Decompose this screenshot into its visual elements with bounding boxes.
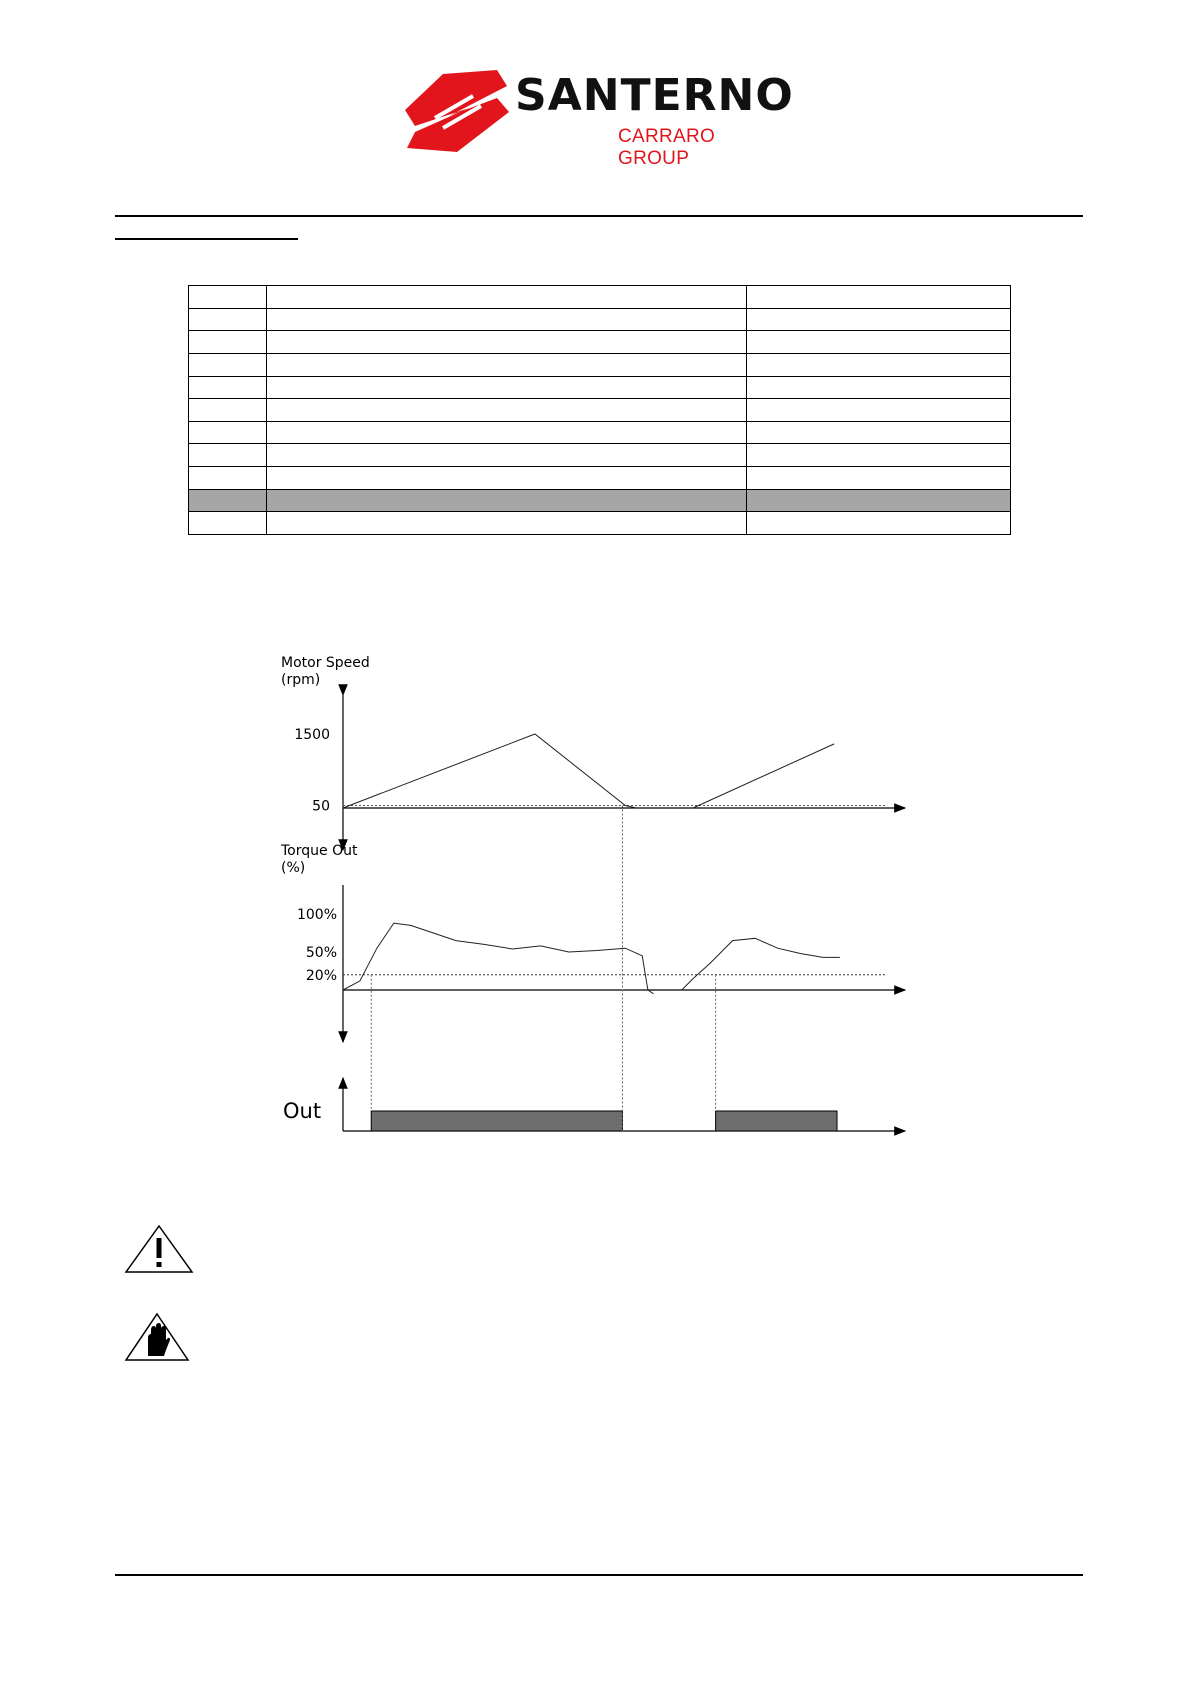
brand-group: CARRARO GROUP (618, 126, 716, 169)
table-cell (189, 467, 267, 490)
table-cell (189, 286, 267, 309)
table-cell (747, 421, 1011, 444)
table-cell (747, 286, 1011, 309)
torque-axis-unit: (%) (281, 860, 306, 876)
table-cell (189, 421, 267, 444)
table-cell (747, 376, 1011, 399)
table-row (189, 331, 1011, 354)
table-row (189, 421, 1011, 444)
table-cell (189, 399, 267, 422)
torque-axis-title: Torque Out (281, 843, 358, 859)
table-cell (189, 444, 267, 467)
speed-series-line (693, 744, 834, 808)
brand-name: SANTERNO (515, 70, 794, 121)
caution-icon (124, 1224, 194, 1274)
table-cell (267, 421, 747, 444)
table-cell (189, 512, 267, 535)
table-cell (267, 353, 747, 376)
table-row (189, 399, 1011, 422)
table-cell (267, 308, 747, 331)
speed-axis-title: Motor Speed (281, 655, 370, 671)
table-cell (747, 489, 1011, 512)
table-cell (189, 353, 267, 376)
santerno-logo-mark-icon (405, 64, 515, 154)
santerno-logo (405, 64, 794, 169)
table-cell (189, 308, 267, 331)
table-cell (747, 353, 1011, 376)
table-cell (267, 512, 747, 535)
timing-chart (250, 650, 910, 1140)
table-cell (267, 376, 747, 399)
table-cell (747, 331, 1011, 354)
table-cell (747, 308, 1011, 331)
table-cell (267, 444, 747, 467)
speed-tick-label: 50 (312, 798, 330, 815)
table-row (189, 489, 1011, 512)
table-row (189, 512, 1011, 535)
table-row (189, 376, 1011, 399)
torque-tick-label: 100% (296, 907, 337, 923)
footer-rule (115, 1574, 1083, 1576)
torque-series-line (682, 938, 840, 990)
table-row (189, 286, 1011, 309)
speed-axis-unit: (rpm) (281, 672, 321, 688)
table-cell (747, 444, 1011, 467)
table-row (189, 353, 1011, 376)
table-cell (267, 286, 747, 309)
table-cell (747, 512, 1011, 535)
table-cell (267, 399, 747, 422)
speed-tick-label: 1500 (294, 727, 330, 743)
out-axis-title: Out (283, 1099, 322, 1123)
table-cell (189, 376, 267, 399)
torque-tick-label: 20% (305, 967, 337, 984)
speed-series-line (343, 734, 637, 808)
section-underline (115, 238, 298, 240)
table-row (189, 467, 1011, 490)
table-cell (267, 331, 747, 354)
table-cell (267, 467, 747, 490)
header-rule (115, 215, 1083, 217)
table-cell (747, 399, 1011, 422)
table-cell (747, 467, 1011, 490)
table-row (189, 444, 1011, 467)
table-row (189, 308, 1011, 331)
parameter-table (188, 285, 1011, 535)
out-active-bar (716, 1111, 837, 1131)
hand-stop-icon (124, 1312, 190, 1362)
out-active-bar (371, 1111, 622, 1131)
torque-tick-label: 50% (305, 945, 337, 961)
table-cell (189, 331, 267, 354)
table-cell (267, 489, 747, 512)
table-cell (189, 489, 267, 512)
torque-series-line (343, 923, 654, 994)
